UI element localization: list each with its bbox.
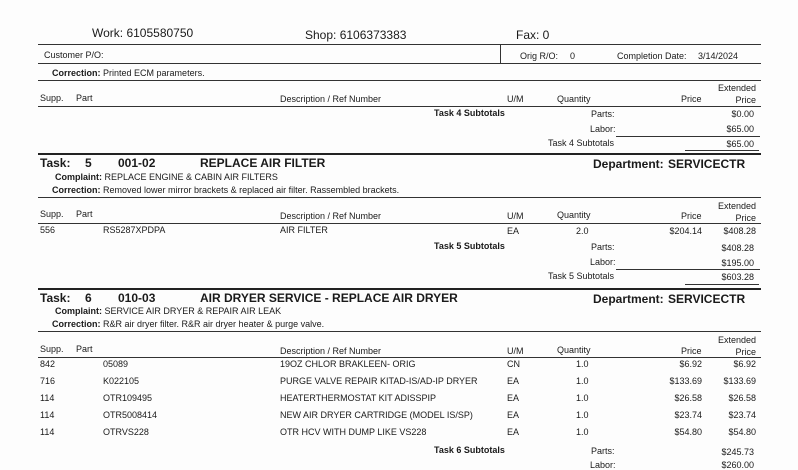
orig-ro-value: 0 <box>570 51 576 61</box>
row-part: OTR5008414 <box>103 410 158 420</box>
col-extended-header: Extended <box>717 335 756 345</box>
col-extended-header: Extended <box>717 83 756 93</box>
row-supp: 114 <box>40 427 55 437</box>
task4-labor-value: $65.00 <box>726 124 754 134</box>
task6-parts-value: $245.73 <box>721 447 754 457</box>
task6-code: 010-03 <box>118 291 156 305</box>
header-divider <box>500 44 501 63</box>
task5-title: REPLACE AIR FILTER <box>200 156 326 170</box>
row-um: EA <box>507 376 520 386</box>
col-extended-header: Extended <box>717 201 756 211</box>
row-qty: 1.0 <box>576 393 589 403</box>
task4-total-label: Task 4 Subtotals <box>548 138 615 148</box>
col-part-header: Part <box>76 93 93 103</box>
row-ext: $26.58 <box>728 393 756 403</box>
task5-rule <box>38 197 761 198</box>
task5-complaint-label: Complaint: <box>55 172 102 182</box>
row-qty: 1.0 <box>576 359 589 369</box>
task5-number: 5 <box>85 156 92 170</box>
row-um: EA <box>507 427 520 437</box>
completion-date-value: 3/14/2024 <box>698 51 739 61</box>
task5-department-label: Department: <box>593 157 664 171</box>
task6-number: 6 <box>85 291 92 305</box>
row-desc: NEW AIR DRYER CARTRIDGE (MODEL IS/SP) <box>280 410 473 420</box>
row-qty: 1.0 <box>576 410 589 420</box>
task6-labor-label: Labor: <box>590 460 616 470</box>
task4-total-underline <box>685 150 759 151</box>
task5-complaint <box>55 172 278 182</box>
col-extended-price-header: Price <box>735 347 756 357</box>
task6-correction-text: R&R air dryer filter. R&R air dryer heater & purge valve. <box>103 319 325 329</box>
task4-correction <box>52 68 205 78</box>
task6-subtotals-label: Task 6 Subtotals <box>434 445 505 455</box>
row-price: $23.74 <box>674 410 702 420</box>
row-price: $26.58 <box>674 393 702 403</box>
row-price: $54.80 <box>674 427 702 437</box>
col-supp-header: Supp. <box>40 209 64 219</box>
task5-parts-value: $408.28 <box>721 243 754 253</box>
task5-correction-text: Removed lower mirror brackets & replaced air filter. Rassembled brackets. <box>103 185 400 195</box>
col-um-header: U/M <box>507 346 524 356</box>
fax-number: Fax: 0 <box>516 28 550 42</box>
completion-date-label: Completion Date: <box>617 51 687 61</box>
task6-top-rule <box>38 288 761 290</box>
task5-labor-label: Labor: <box>590 257 616 267</box>
row-um: CN <box>507 359 520 369</box>
row-um: EA <box>507 226 520 236</box>
task6-parts-label: Parts: <box>591 446 615 456</box>
task6-label: Task: <box>40 291 71 305</box>
task6-title: AIR DRYER SERVICE - REPLACE AIR DRYER <box>200 291 458 305</box>
task6-labor-value: $260.00 <box>721 460 754 470</box>
col-supp-header: Supp. <box>40 344 64 354</box>
row-ext: $6.92 <box>733 359 756 369</box>
header-rule-bottom <box>38 63 761 64</box>
col-qty-header: Quantity <box>557 210 591 220</box>
row-ext: $408.28 <box>723 226 756 236</box>
task5-total-value: $603.28 <box>721 272 754 282</box>
row-qty: 1.0 <box>576 427 589 437</box>
row-supp: 114 <box>40 393 55 403</box>
task5-complaint-text: REPLACE ENGINE & CABIN AIR FILTERS <box>104 172 278 182</box>
task4-rule <box>38 80 761 81</box>
col-um-header: U/M <box>507 94 524 104</box>
task6-complaint-label: Complaint: <box>55 306 102 316</box>
task4-correction-label: Correction: <box>52 68 101 78</box>
task4-sum-rule <box>616 136 760 137</box>
row-part: OTRVS228 <box>103 427 149 437</box>
task5-top-rule <box>38 153 761 155</box>
row-desc: OTR HCV WITH DUMP LIKE VS228 <box>280 427 427 437</box>
task5-correction-label: Correction: <box>52 185 101 195</box>
task4-total-value: $65.00 <box>726 139 754 149</box>
row-desc: 19OZ CHLOR BRAKLEEN- ORIG <box>280 359 416 369</box>
row-desc: AIR FILTER <box>280 225 328 235</box>
row-supp: 842 <box>40 359 56 369</box>
task6-rule <box>38 331 761 332</box>
row-price: $133.69 <box>669 376 702 386</box>
row-qty: 2.0 <box>576 226 589 236</box>
row-part: RS5287XPDPA <box>103 225 166 235</box>
row-part: OTR109495 <box>103 393 153 403</box>
task6-correction-label: Correction: <box>52 319 101 329</box>
row-um: EA <box>507 393 520 403</box>
task4-subtotals-label: Task 4 Subtotals <box>434 108 505 118</box>
task6-department-label: Department: <box>593 292 664 306</box>
col-extended-price-header: Price <box>735 213 756 223</box>
row-um: EA <box>507 410 520 420</box>
task4-parts-value: $0.00 <box>731 109 754 119</box>
orig-ro-label: Orig R/O: <box>520 51 559 61</box>
task5-correction <box>52 185 399 195</box>
col-extended-price-header: Price <box>735 95 756 105</box>
row-part: 05089 <box>103 359 129 369</box>
col-um-header: U/M <box>507 211 524 221</box>
header-rule <box>38 44 761 45</box>
shop-phone: Shop: 6106373383 <box>305 28 407 42</box>
task5-total-underline <box>685 284 759 285</box>
row-ext: $23.74 <box>728 410 756 420</box>
task5-code: 001-02 <box>118 156 156 170</box>
col-part-header: Part <box>76 209 93 219</box>
row-price: $204.14 <box>669 226 702 236</box>
row-supp: 114 <box>40 410 55 420</box>
row-desc: PURGE VALVE REPAIR KITAD-IS/AD-IP DRYER <box>280 376 478 386</box>
row-part: K022105 <box>103 376 140 386</box>
col-desc-header: Description / Ref Number <box>280 346 382 356</box>
customer-po-label: Customer P/O: <box>44 50 104 60</box>
task5-department: SERVICECTR <box>668 157 746 171</box>
col-qty-header: Quantity <box>557 345 591 355</box>
task5-col-rule <box>38 223 761 224</box>
task6-correction <box>52 319 324 329</box>
task5-subtotals-label: Task 5 Subtotals <box>434 241 505 251</box>
row-desc: HEATERTHERMOSTAT KIT ADISSPIP <box>280 393 437 403</box>
task4-correction-text: Printed ECM parameters. <box>103 68 205 78</box>
row-price: $6.92 <box>679 359 702 369</box>
col-qty-header: Quantity <box>557 94 591 104</box>
task6-complaint-text: SERVICE AIR DRYER & REPAIR AIR LEAK <box>104 306 282 316</box>
task5-labor-value: $195.00 <box>721 258 754 268</box>
col-price-header: Price <box>681 94 702 104</box>
task4-labor-label: Labor: <box>590 124 616 134</box>
task5-label: Task: <box>40 156 71 170</box>
row-qty: 1.0 <box>576 376 589 386</box>
col-desc-header: Description / Ref Number <box>280 94 382 104</box>
task6-department: SERVICECTR <box>668 292 746 306</box>
col-price-header: Price <box>681 346 702 356</box>
task5-parts-label: Parts: <box>591 242 615 252</box>
task6-complaint <box>55 306 281 316</box>
task4-parts-label: Parts: <box>591 109 615 119</box>
row-ext: $133.69 <box>723 376 756 386</box>
col-desc-header: Description / Ref Number <box>280 211 382 221</box>
task4-col-rule <box>38 106 761 107</box>
task5-sum-rule <box>616 269 760 270</box>
col-supp-header: Supp. <box>40 93 64 103</box>
row-ext: $54.80 <box>728 427 756 437</box>
task6-col-rule <box>38 357 761 358</box>
col-part-header: Part <box>76 344 93 354</box>
col-price-header: Price <box>681 211 702 221</box>
task5-total-label: Task 5 Subtotals <box>548 271 615 281</box>
work-phone: Work: 6105580750 <box>92 26 194 40</box>
row-supp: 556 <box>40 225 56 235</box>
row-supp: 716 <box>40 376 56 386</box>
